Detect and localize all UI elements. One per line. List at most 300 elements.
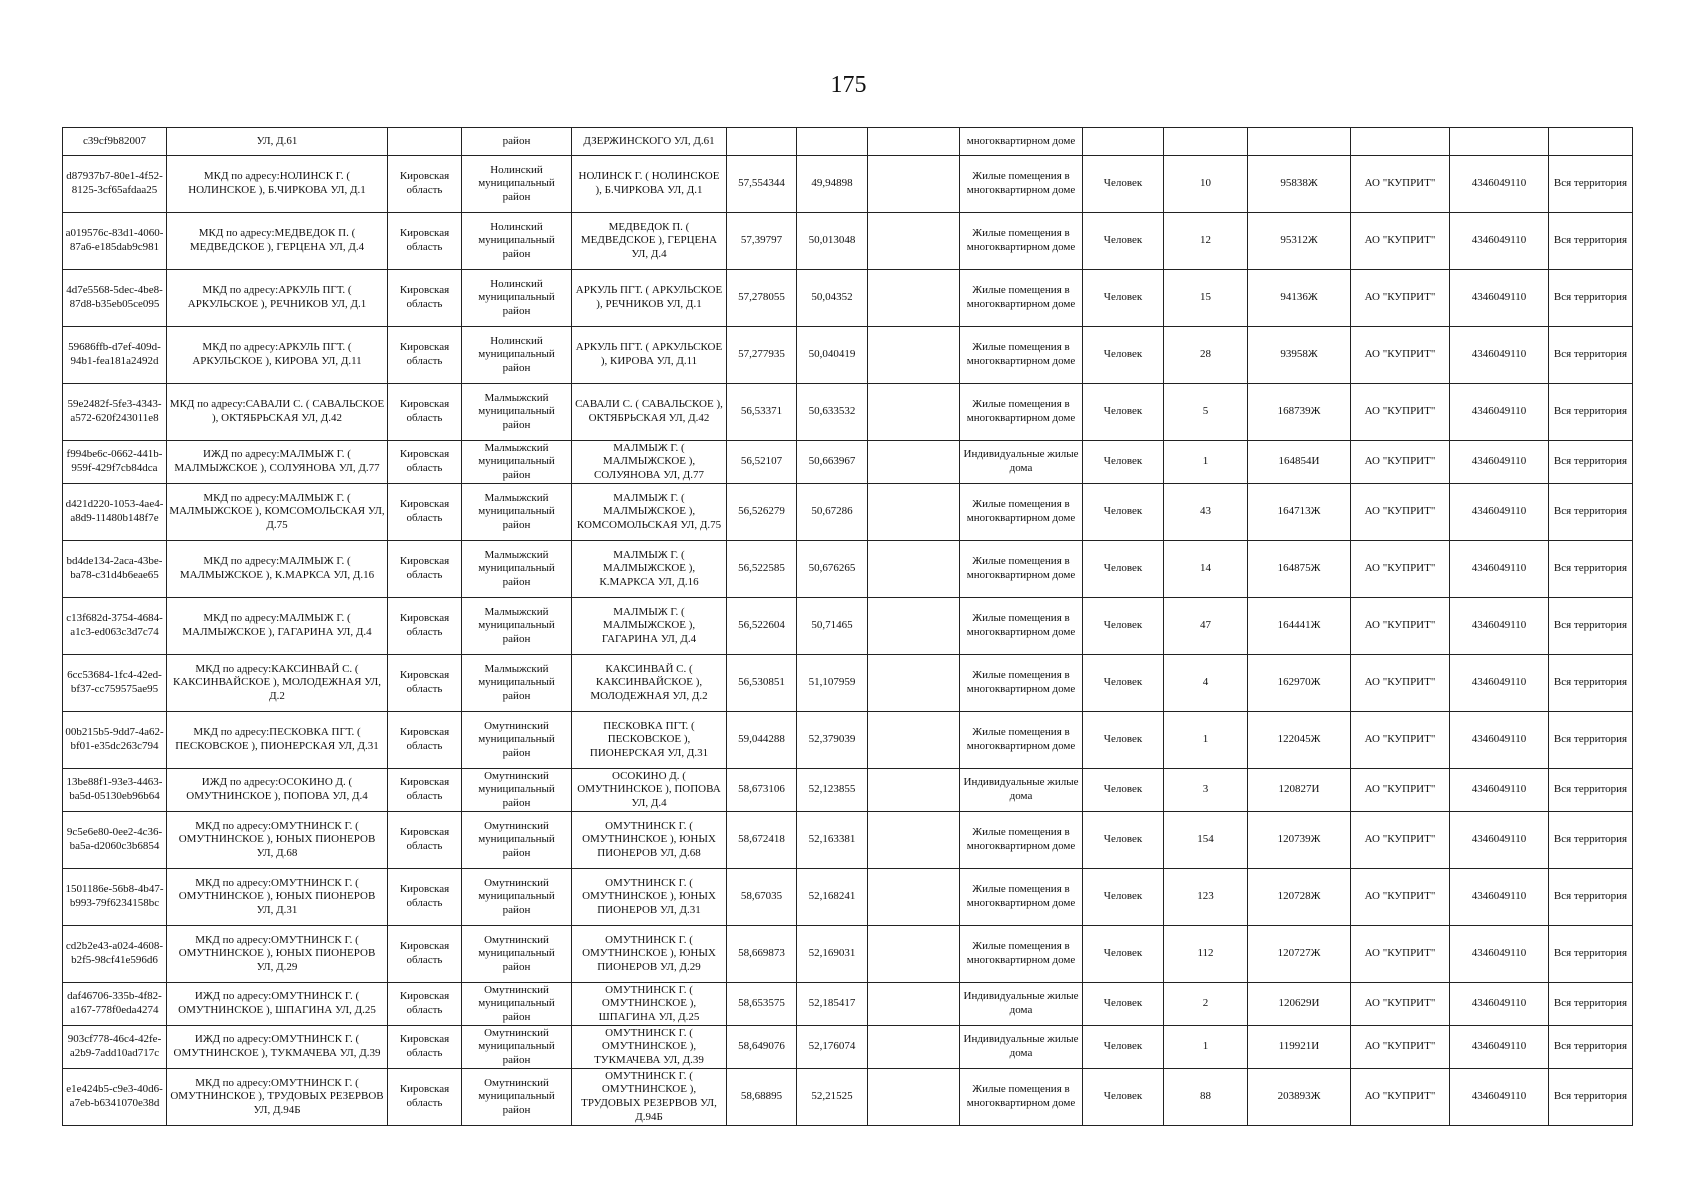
page-number: 175 [830,72,867,98]
cell-address: ДЗЕРЖИНСКОГО УЛ, Д.61 [572,128,727,156]
cell-inn: 4346049110 [1450,926,1549,983]
table-row [63,156,1633,213]
cell-object-name: МКД по адресу:АРКУЛЬ ПГТ. ( АРКУЛЬСКОЕ ), РЕЧНИКОВ УЛ, Д.1 [167,270,388,327]
cell-fias-id: 6cc53684-1fc4-42ed-bf37-cc759575ae95 [63,655,167,712]
cell-extra-value [868,598,960,655]
cell-unit: Человек [1083,712,1164,769]
cell-unit: Человек [1083,1069,1164,1126]
cell-object-name: ИЖД по адресу:МАЛМЫЖ Г. ( МАЛМЫЖСКОЕ ), СОЛУЯНОВА УЛ, Д.77 [167,441,388,484]
cell-object-name: МКД по адресу:КАКСИНВАЙ С. ( КАКСИНВАЙСКОЕ ), МОЛОДЕЖНАЯ УЛ, Д.2 [167,655,388,712]
cell-territory: Вся территория [1549,712,1633,769]
cell-extra-value [868,384,960,441]
cell-inn: 4346049110 [1450,712,1549,769]
cell-fias-id: bd4de134-2aca-43be-ba78-c31d4b6eae65 [63,541,167,598]
cell-territory: Вся территория [1549,327,1633,384]
cell-quantity: 43 [1164,484,1248,541]
cell-municipal-district: Нолинский муниципальный район [462,270,572,327]
cell-latitude: 56,52107 [727,441,797,484]
cell-inn: 4346049110 [1450,213,1549,270]
cell-object-category: Жилые помещения в многоквартирном доме [960,1069,1083,1126]
cell-region: Кировская область [388,983,462,1026]
cell-territory: Вся территория [1549,156,1633,213]
cell-extra-value [868,712,960,769]
cell-object-name: МКД по адресу:САВАЛИ С. ( САВАЛЬСКОЕ ), ОКТЯБРЬСКАЯ УЛ, Д.42 [167,384,388,441]
cell-quantity: 10 [1164,156,1248,213]
table-row [63,655,1633,712]
cell-object-name: МКД по адресу:МЕДВЕДОК П. ( МЕДВЕДСКОЕ ), ГЕРЦЕНА УЛ, Д.4 [167,213,388,270]
cell-latitude: 57,554344 [727,156,797,213]
cell-address: ОМУТНИНСК Г. ( ОМУТНИНСКОЕ ), ТУКМАЧЕВА УЛ, Д.39 [572,1026,727,1069]
cell-territory: Вся территория [1549,655,1633,712]
cell-object-name: ИЖД по адресу:ОСОКИНО Д. ( ОМУТНИНСКОЕ ), ПОПОВА УЛ, Д.4 [167,769,388,812]
cell-object-name: МКД по адресу:МАЛМЫЖ Г. ( МАЛМЫЖСКОЕ ), К.МАРКСА УЛ, Д.16 [167,541,388,598]
cell-organization: АО "КУПРИТ" [1351,270,1450,327]
cell-organization: АО "КУПРИТ" [1351,869,1450,926]
cell-extra-value [868,983,960,1026]
cell-account-number: 94136Ж [1248,270,1351,327]
cell-object-category: Жилые помещения в многоквартирном доме [960,598,1083,655]
cell-longitude: 52,185417 [797,983,868,1026]
cell-organization: АО "КУПРИТ" [1351,327,1450,384]
cell-fias-id: 59686ffb-d7ef-409d-94b1-fea181a2492d [63,327,167,384]
cell-inn: 4346049110 [1450,156,1549,213]
cell-municipal-district: Омутнинский муниципальный район [462,1069,572,1126]
cell-fias-id: 13be88f1-93e3-4463-ba5d-05130eb96b64 [63,769,167,812]
cell-address: ОМУТНИНСК Г. ( ОМУТНИНСКОЕ ), ЮНЫХ ПИОНЕРОВ УЛ, Д.29 [572,926,727,983]
cell-quantity: 1 [1164,1026,1248,1069]
cell-object-name: МКД по адресу:ОМУТНИНСК Г. ( ОМУТНИНСКОЕ ), ЮНЫХ ПИОНЕРОВ УЛ, Д.31 [167,869,388,926]
cell-inn: 4346049110 [1450,270,1549,327]
cell-object-category: Жилые помещения в многоквартирном доме [960,270,1083,327]
cell-unit: Человек [1083,812,1164,869]
cell-inn: 4346049110 [1450,598,1549,655]
cell-municipal-district: Малмыжский муниципальный район [462,541,572,598]
cell-unit: Человек [1083,769,1164,812]
cell-quantity: 3 [1164,769,1248,812]
cell-account-number: 120739Ж [1248,812,1351,869]
cell-fias-id: daf46706-335b-4f82-a167-778f0eda4274 [63,983,167,1026]
cell-extra-value [868,1026,960,1069]
cell-municipal-district: Малмыжский муниципальный район [462,484,572,541]
cell-extra-value [868,541,960,598]
cell-latitude: 56,530851 [727,655,797,712]
cell-latitude: 58,669873 [727,926,797,983]
cell-fias-id: d87937b7-80e1-4f52-8125-3cf65afdaa25 [63,156,167,213]
cell-longitude: 52,168241 [797,869,868,926]
table-row [63,1026,1633,1069]
cell-quantity: 2 [1164,983,1248,1026]
cell-organization: АО "КУПРИТ" [1351,156,1450,213]
cell-longitude: 50,71465 [797,598,868,655]
cell-quantity: 4 [1164,655,1248,712]
cell-organization: АО "КУПРИТ" [1351,1026,1450,1069]
table-row [63,926,1633,983]
cell-extra-value [868,213,960,270]
cell-municipal-district: Малмыжский муниципальный район [462,441,572,484]
cell-unit: Человек [1083,213,1164,270]
cell-municipal-district: Омутнинский муниципальный район [462,812,572,869]
cell-account-number: 120728Ж [1248,869,1351,926]
cell-object-category: Жилые помещения в многоквартирном доме [960,926,1083,983]
cell-municipal-district: Нолинский муниципальный район [462,213,572,270]
table-row [63,712,1633,769]
cell-address: ПЕСКОВКА ПГТ. ( ПЕСКОВСКОЕ ), ПИОНЕРСКАЯ УЛ, Д.31 [572,712,727,769]
cell-object-category: Жилые помещения в многоквартирном доме [960,655,1083,712]
cell-address: МАЛМЫЖ Г. ( МАЛМЫЖСКОЕ ), К.МАРКСА УЛ, Д.16 [572,541,727,598]
table-row [63,769,1633,812]
cell-unit: Человек [1083,156,1164,213]
cell-inn: 4346049110 [1450,655,1549,712]
cell-longitude: 50,663967 [797,441,868,484]
cell-municipal-district: Малмыжский муниципальный район [462,384,572,441]
cell-inn: 4346049110 [1450,769,1549,812]
cell-region: Кировская область [388,441,462,484]
cell-extra-value [868,769,960,812]
cell-latitude: 57,39797 [727,213,797,270]
cell-quantity: 123 [1164,869,1248,926]
cell-address: НОЛИНСК Г. ( НОЛИНСКОЕ ), Б.ЧИРКОВА УЛ, Д.1 [572,156,727,213]
cell-inn [1450,128,1549,156]
cell-account-number: 203893Ж [1248,1069,1351,1126]
cell-inn: 4346049110 [1450,484,1549,541]
cell-account-number: 122045Ж [1248,712,1351,769]
cell-extra-value [868,327,960,384]
cell-municipal-district: Малмыжский муниципальный район [462,655,572,712]
cell-municipal-district: район [462,128,572,156]
cell-object-name: МКД по адресу:МАЛМЫЖ Г. ( МАЛМЫЖСКОЕ ), КОМСОМОЛЬСКАЯ УЛ, Д.75 [167,484,388,541]
cell-latitude: 58,672418 [727,812,797,869]
table-row [63,484,1633,541]
cell-object-name: МКД по адресу:ПЕСКОВКА ПГТ. ( ПЕСКОВСКОЕ ), ПИОНЕРСКАЯ УЛ, Д.31 [167,712,388,769]
cell-organization: АО "КУПРИТ" [1351,484,1450,541]
cell-territory: Вся территория [1549,983,1633,1026]
cell-organization: АО "КУПРИТ" [1351,1069,1450,1126]
cell-longitude: 49,94898 [797,156,868,213]
cell-organization: АО "КУПРИТ" [1351,213,1450,270]
cell-fias-id: c13f682d-3754-4684-a1c3-ed063c3d7c74 [63,598,167,655]
table-row [63,869,1633,926]
cell-organization [1351,128,1450,156]
cell-latitude: 58,653575 [727,983,797,1026]
cell-region: Кировская область [388,270,462,327]
cell-extra-value [868,1069,960,1126]
cell-inn: 4346049110 [1450,384,1549,441]
cell-territory: Вся территория [1549,598,1633,655]
cell-quantity: 112 [1164,926,1248,983]
cell-organization: АО "КУПРИТ" [1351,541,1450,598]
cell-municipal-district: Омутнинский муниципальный район [462,926,572,983]
cell-territory: Вся территория [1549,926,1633,983]
cell-object-name: МКД по адресу:МАЛМЫЖ Г. ( МАЛМЫЖСКОЕ ), ГАГАРИНА УЛ, Д.4 [167,598,388,655]
cell-object-category: Жилые помещения в многоквартирном доме [960,384,1083,441]
cell-latitude: 56,526279 [727,484,797,541]
cell-quantity [1164,128,1248,156]
cell-quantity: 1 [1164,712,1248,769]
cell-fias-id: 00b215b5-9dd7-4a62-bf01-e35dc263c794 [63,712,167,769]
cell-extra-value [868,812,960,869]
cell-organization: АО "КУПРИТ" [1351,926,1450,983]
cell-object-category: Жилые помещения в многоквартирном доме [960,869,1083,926]
cell-object-category: Индивидуальные жилые дома [960,441,1083,484]
cell-address: АРКУЛЬ ПГТ. ( АРКУЛЬСКОЕ ), РЕЧНИКОВ УЛ, Д.1 [572,270,727,327]
cell-latitude [727,128,797,156]
cell-organization: АО "КУПРИТ" [1351,655,1450,712]
cell-quantity: 47 [1164,598,1248,655]
cell-unit: Человек [1083,926,1164,983]
cell-territory: Вся территория [1549,1069,1633,1126]
cell-inn: 4346049110 [1450,812,1549,869]
cell-latitude: 58,649076 [727,1026,797,1069]
cell-inn: 4346049110 [1450,541,1549,598]
cell-object-category: многоквартирном доме [960,128,1083,156]
cell-longitude: 52,176074 [797,1026,868,1069]
cell-latitude: 56,53371 [727,384,797,441]
cell-unit: Человек [1083,541,1164,598]
cell-territory: Вся территория [1549,270,1633,327]
cell-region: Кировская область [388,484,462,541]
cell-fias-id: e1e424b5-c9e3-40d6-a7eb-b6341070e38d [63,1069,167,1126]
table-row [63,128,1633,156]
cell-account-number: 119921И [1248,1026,1351,1069]
cell-object-name: ИЖД по адресу:ОМУТНИНСК Г. ( ОМУТНИНСКОЕ ), ШПАГИНА УЛ, Д.25 [167,983,388,1026]
cell-extra-value [868,926,960,983]
table-row [63,270,1633,327]
cell-region [388,128,462,156]
cell-unit: Человек [1083,655,1164,712]
cell-region: Кировская область [388,869,462,926]
cell-extra-value [868,655,960,712]
cell-quantity: 15 [1164,270,1248,327]
cell-inn: 4346049110 [1450,327,1549,384]
cell-territory: Вся территория [1549,441,1633,484]
cell-object-category: Жилые помещения в многоквартирном доме [960,213,1083,270]
cell-object-name: ИЖД по адресу:ОМУТНИНСК Г. ( ОМУТНИНСКОЕ ), ТУКМАЧЕВА УЛ, Д.39 [167,1026,388,1069]
cell-unit: Человек [1083,869,1164,926]
cell-object-category: Жилые помещения в многоквартирном доме [960,812,1083,869]
cell-longitude: 52,163381 [797,812,868,869]
cell-inn: 4346049110 [1450,983,1549,1026]
cell-fias-id: 4d7e5568-5dec-4be8-87d8-b35eb05ce095 [63,270,167,327]
cell-unit: Человек [1083,1026,1164,1069]
cell-fias-id: c39cf9b82007 [63,128,167,156]
cell-territory: Вся территория [1549,484,1633,541]
cell-quantity: 12 [1164,213,1248,270]
cell-unit: Человек [1083,441,1164,484]
cell-organization: АО "КУПРИТ" [1351,812,1450,869]
cell-address: КАКСИНВАЙ С. ( КАКСИНВАЙСКОЕ ), МОЛОДЕЖНАЯ УЛ, Д.2 [572,655,727,712]
cell-latitude: 58,67035 [727,869,797,926]
cell-organization: АО "КУПРИТ" [1351,441,1450,484]
cell-extra-value [868,156,960,213]
cell-longitude [797,128,868,156]
cell-inn: 4346049110 [1450,1026,1549,1069]
cell-latitude: 57,278055 [727,270,797,327]
cell-region: Кировская область [388,1026,462,1069]
cell-account-number: 93958Ж [1248,327,1351,384]
cell-quantity: 88 [1164,1069,1248,1126]
cell-inn: 4346049110 [1450,1069,1549,1126]
cell-unit: Человек [1083,270,1164,327]
cell-municipal-district: Малмыжский муниципальный район [462,598,572,655]
cell-longitude: 52,123855 [797,769,868,812]
cell-fias-id: 903cf778-46c4-42fe-a2b9-7add10ad717c [63,1026,167,1069]
cell-object-category: Жилые помещения в многоквартирном доме [960,541,1083,598]
cell-unit: Человек [1083,598,1164,655]
cell-region: Кировская область [388,769,462,812]
cell-territory: Вся территория [1549,769,1633,812]
cell-fias-id: cd2b2e43-a024-4608-b2f5-98cf41e596d6 [63,926,167,983]
table-row [63,441,1633,484]
cell-region: Кировская область [388,1069,462,1126]
table-row [63,812,1633,869]
cell-address: ОМУТНИНСК Г. ( ОМУТНИНСКОЕ ), ШПАГИНА УЛ, Д.25 [572,983,727,1026]
cell-object-category: Жилые помещения в многоквартирном доме [960,484,1083,541]
cell-address: ОМУТНИНСК Г. ( ОМУТНИНСКОЕ ), ЮНЫХ ПИОНЕРОВ УЛ, Д.68 [572,812,727,869]
cell-fias-id: f994be6c-0662-441b-959f-429f7cb84dca [63,441,167,484]
cell-account-number: 164441Ж [1248,598,1351,655]
cell-account-number [1248,128,1351,156]
cell-longitude: 50,67286 [797,484,868,541]
cell-municipal-district: Нолинский муниципальный район [462,327,572,384]
cell-region: Кировская область [388,327,462,384]
cell-organization: АО "КУПРИТ" [1351,712,1450,769]
cell-fias-id: 9c5e6e80-0ee2-4c36-ba5a-d2060c3b6854 [63,812,167,869]
cell-object-name: МКД по адресу:АРКУЛЬ ПГТ. ( АРКУЛЬСКОЕ ), КИРОВА УЛ, Д.11 [167,327,388,384]
table-row [63,1069,1633,1126]
cell-object-name: МКД по адресу:ОМУТНИНСК Г. ( ОМУТНИНСКОЕ ), ЮНЫХ ПИОНЕРОВ УЛ, Д.68 [167,812,388,869]
cell-territory: Вся территория [1549,213,1633,270]
cell-object-category: Жилые помещения в многоквартирном доме [960,156,1083,213]
cell-territory: Вся территория [1549,541,1633,598]
cell-unit: Человек [1083,983,1164,1026]
cell-latitude: 59,044288 [727,712,797,769]
cell-organization: АО "КУПРИТ" [1351,384,1450,441]
table-row [63,213,1633,270]
cell-address: МАЛМЫЖ Г. ( МАЛМЫЖСКОЕ ), СОЛУЯНОВА УЛ, Д.77 [572,441,727,484]
cell-quantity: 5 [1164,384,1248,441]
registry-table [62,127,1633,1126]
cell-longitude: 52,169031 [797,926,868,983]
cell-unit [1083,128,1164,156]
cell-quantity: 1 [1164,441,1248,484]
cell-fias-id: d421d220-1053-4ae4-a8d9-11480b148f7e [63,484,167,541]
cell-organization: АО "КУПРИТ" [1351,983,1450,1026]
cell-municipal-district: Нолинский муниципальный район [462,156,572,213]
cell-object-name: МКД по адресу:НОЛИНСК Г. ( НОЛИНСКОЕ ), Б.ЧИРКОВА УЛ, Д.1 [167,156,388,213]
cell-account-number: 95312Ж [1248,213,1351,270]
cell-region: Кировская область [388,384,462,441]
cell-municipal-district: Омутнинский муниципальный район [462,769,572,812]
cell-inn: 4346049110 [1450,441,1549,484]
cell-latitude: 58,68895 [727,1069,797,1126]
cell-address: МАЛМЫЖ Г. ( МАЛМЫЖСКОЕ ), КОМСОМОЛЬСКАЯ УЛ, Д.75 [572,484,727,541]
cell-region: Кировская область [388,541,462,598]
cell-region: Кировская область [388,926,462,983]
cell-latitude: 56,522604 [727,598,797,655]
cell-extra-value [868,270,960,327]
cell-longitude: 50,013048 [797,213,868,270]
table-row [63,598,1633,655]
cell-territory: Вся территория [1549,1026,1633,1069]
cell-territory: Вся территория [1549,812,1633,869]
cell-territory [1549,128,1633,156]
cell-longitude: 50,676265 [797,541,868,598]
cell-inn: 4346049110 [1450,869,1549,926]
cell-fias-id: 1501186e-56b8-4b47-b993-79f6234158bc [63,869,167,926]
cell-account-number: 95838Ж [1248,156,1351,213]
cell-object-category: Индивидуальные жилые дома [960,983,1083,1026]
cell-latitude: 58,673106 [727,769,797,812]
cell-quantity: 14 [1164,541,1248,598]
cell-address: МАЛМЫЖ Г. ( МАЛМЫЖСКОЕ ), ГАГАРИНА УЛ, Д.4 [572,598,727,655]
cell-object-name: МКД по адресу:ОМУТНИНСК Г. ( ОМУТНИНСКОЕ ), ЮНЫХ ПИОНЕРОВ УЛ, Д.29 [167,926,388,983]
cell-organization: АО "КУПРИТ" [1351,769,1450,812]
cell-territory: Вся территория [1549,384,1633,441]
cell-region: Кировская область [388,812,462,869]
cell-longitude: 50,04352 [797,270,868,327]
cell-address: АРКУЛЬ ПГТ. ( АРКУЛЬСКОЕ ), КИРОВА УЛ, Д.11 [572,327,727,384]
cell-region: Кировская область [388,655,462,712]
cell-object-category: Индивидуальные жилые дома [960,1026,1083,1069]
cell-account-number: 120827И [1248,769,1351,812]
cell-address: САВАЛИ С. ( САВАЛЬСКОЕ ), ОКТЯБРЬСКАЯ УЛ, Д.42 [572,384,727,441]
cell-object-category: Индивидуальные жилые дома [960,769,1083,812]
cell-extra-value [868,441,960,484]
cell-account-number: 162970Ж [1248,655,1351,712]
cell-longitude: 50,633532 [797,384,868,441]
cell-quantity: 28 [1164,327,1248,384]
cell-quantity: 154 [1164,812,1248,869]
cell-fias-id: 59e2482f-5fe3-4343-a572-620f243011e8 [63,384,167,441]
cell-territory: Вся территория [1549,869,1633,926]
cell-region: Кировская область [388,213,462,270]
cell-unit: Человек [1083,384,1164,441]
table-row [63,384,1633,441]
cell-object-category: Жилые помещения в многоквартирном доме [960,327,1083,384]
table-row [63,541,1633,598]
cell-longitude: 50,040419 [797,327,868,384]
cell-municipal-district: Омутнинский муниципальный район [462,1026,572,1069]
cell-region: Кировская область [388,156,462,213]
cell-extra-value [868,128,960,156]
cell-address: ОСОКИНО Д. ( ОМУТНИНСКОЕ ), ПОПОВА УЛ, Д.4 [572,769,727,812]
table-row [63,983,1633,1026]
cell-account-number: 164713Ж [1248,484,1351,541]
cell-latitude: 56,522585 [727,541,797,598]
cell-account-number: 164875Ж [1248,541,1351,598]
cell-municipal-district: Омутнинский муниципальный район [462,712,572,769]
cell-municipal-district: Омутнинский муниципальный район [462,869,572,926]
cell-object-category: Жилые помещения в многоквартирном доме [960,712,1083,769]
cell-address: ОМУТНИНСК Г. ( ОМУТНИНСКОЕ ), ТРУДОВЫХ РЕЗЕРВОВ УЛ, Д.94Б [572,1069,727,1126]
cell-longitude: 52,379039 [797,712,868,769]
cell-address: ОМУТНИНСК Г. ( ОМУТНИНСКОЕ ), ЮНЫХ ПИОНЕРОВ УЛ, Д.31 [572,869,727,926]
cell-municipal-district: Омутнинский муниципальный район [462,983,572,1026]
cell-account-number: 168739Ж [1248,384,1351,441]
cell-unit: Человек [1083,484,1164,541]
cell-organization: АО "КУПРИТ" [1351,598,1450,655]
cell-object-name: УЛ, Д.61 [167,128,388,156]
cell-account-number: 120727Ж [1248,926,1351,983]
cell-region: Кировская область [388,598,462,655]
table-row [63,327,1633,384]
cell-longitude: 52,21525 [797,1069,868,1126]
cell-account-number: 164854И [1248,441,1351,484]
cell-account-number: 120629И [1248,983,1351,1026]
cell-extra-value [868,484,960,541]
cell-extra-value [868,869,960,926]
cell-fias-id: a019576c-83d1-4060-87a6-e185dab9c981 [63,213,167,270]
